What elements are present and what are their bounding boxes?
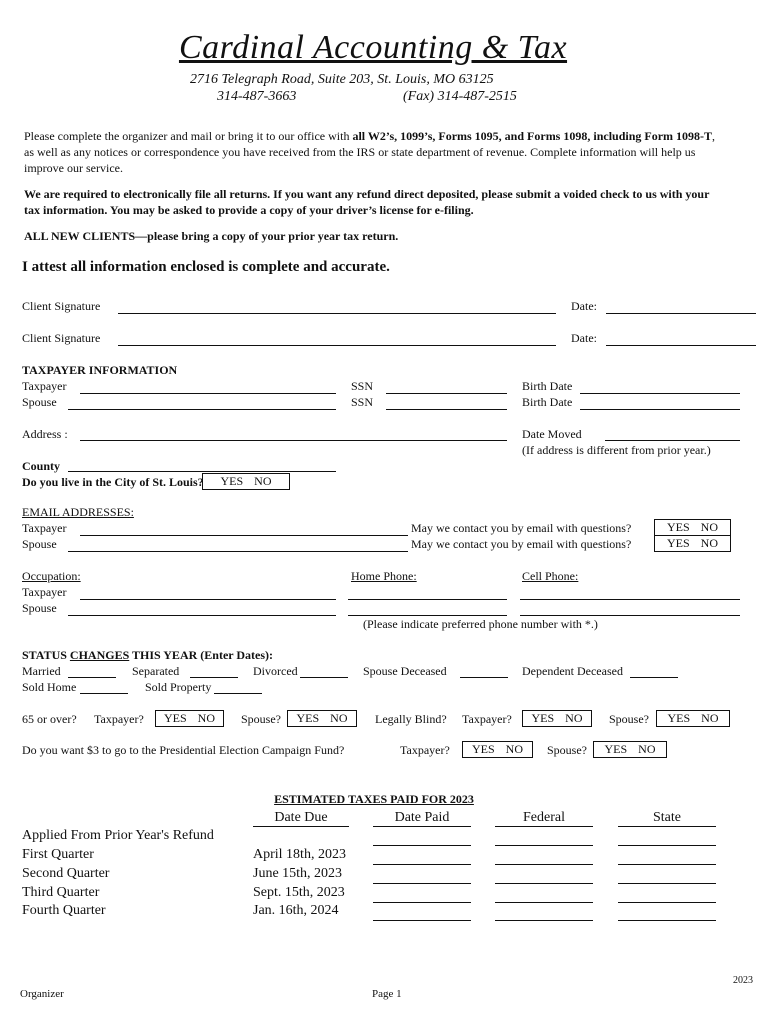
company-logo: Cardinal Accounting & Tax bbox=[178, 29, 568, 66]
footer-year: 2023 bbox=[733, 975, 753, 986]
col-underline bbox=[253, 826, 349, 827]
estimated-taxes-heading: ESTIMATED TAXES PAID FOR 2023 bbox=[274, 792, 474, 806]
col-date-paid: Date Paid bbox=[394, 810, 450, 825]
over65-spouse-yes-no-box[interactable]: YES NO bbox=[287, 710, 357, 727]
ssn-label: SSN bbox=[351, 395, 374, 409]
estimated-row-label: Second Quarter bbox=[22, 866, 110, 881]
status-text: STATUS bbox=[22, 648, 70, 662]
sold-property-date-field[interactable] bbox=[214, 693, 262, 694]
status-changes-heading bbox=[22, 648, 273, 662]
divorced-label: Divorced bbox=[253, 664, 298, 678]
spouse-home-phone-field[interactable] bbox=[348, 615, 507, 616]
spouse-question-label: Spouse? bbox=[547, 743, 587, 757]
taxpayer-question-label: Taxpayer? bbox=[94, 712, 144, 726]
sold-property-label: Sold Property bbox=[145, 680, 212, 694]
married-date-field[interactable] bbox=[68, 677, 116, 678]
intro-text-end: , as well as any notices or correspondence you have received from the IRS or state department of revenue. Complete information will help us improve our service. bbox=[24, 129, 716, 175]
sold-home-date-field[interactable] bbox=[80, 693, 128, 694]
city-question: Do you live in the City of St. Louis? bbox=[22, 475, 204, 489]
estimated-row-label: Applied From Prior Year's Refund bbox=[22, 828, 214, 843]
intro-text: Please complete the organizer and mail or bring it to our office with bbox=[24, 129, 353, 143]
estimated-federal-field[interactable] bbox=[495, 902, 593, 903]
legally-blind-label: Legally Blind? bbox=[375, 712, 447, 726]
estimated-row-due-date: Sept. 15th, 2023 bbox=[253, 885, 345, 900]
campaign-fund-question: Do you want $3 to go to the Presidential Election Campaign Fund? bbox=[22, 743, 345, 757]
taxpayer-ssn-field[interactable] bbox=[386, 393, 507, 394]
divorced-date-field[interactable] bbox=[300, 677, 348, 678]
married-label: Married bbox=[22, 664, 61, 678]
estimated-federal-field[interactable] bbox=[495, 864, 593, 865]
spouse-deceased-label: Spouse Deceased bbox=[363, 664, 447, 678]
date-moved-label: Date Moved bbox=[522, 427, 582, 441]
home-phone-heading: Home Phone: bbox=[351, 569, 417, 583]
taxpayer-name-field[interactable] bbox=[80, 393, 336, 394]
estimated-state-field[interactable] bbox=[618, 883, 716, 884]
col-state: State bbox=[653, 810, 681, 825]
efile-paragraph: We are required to electronically file all returns. If you want any refund direct deposited, please submit a voided check to us with your tax information. You may be asked to provide a copy of your driver’s license for e-filing. bbox=[24, 187, 710, 217]
estimated-row-due-date: April 18th, 2023 bbox=[253, 847, 346, 862]
estimated-row-due-date: Jan. 16th, 2024 bbox=[253, 903, 339, 918]
spouse-label: Spouse bbox=[22, 537, 57, 551]
client-signature-line-1[interactable] bbox=[118, 313, 556, 314]
client-signature-label: Client Signature bbox=[22, 331, 101, 345]
company-phone: 314-487-3663 bbox=[217, 89, 297, 104]
spouse-question-label: Spouse? bbox=[609, 712, 649, 726]
spouse-deceased-date-field[interactable] bbox=[460, 677, 508, 678]
taxpayer-birth-date-field[interactable] bbox=[580, 393, 740, 394]
estimated-federal-field[interactable] bbox=[495, 883, 593, 884]
client-signature-label: Client Signature bbox=[22, 299, 101, 313]
taxpayer-occupation-field[interactable] bbox=[80, 599, 336, 600]
client-signature-line-2[interactable] bbox=[118, 345, 556, 346]
taxpayer-cell-phone-field[interactable] bbox=[520, 599, 740, 600]
email-heading: EMAIL ADDRESSES: bbox=[22, 505, 134, 519]
taxpayer-question-label: Taxpayer? bbox=[462, 712, 512, 726]
estimated-row-label: Third Quarter bbox=[22, 885, 100, 900]
email-contact-question: May we contact you by email with questions? bbox=[411, 537, 632, 551]
estimated-state-field[interactable] bbox=[618, 920, 716, 921]
taxpayer-email-field[interactable] bbox=[80, 535, 408, 536]
taxpayer-info-heading: TAXPAYER INFORMATION bbox=[22, 363, 178, 377]
taxpayer-question-label: Taxpayer? bbox=[400, 743, 450, 757]
attest-statement: I attest all information enclosed is complete and accurate. bbox=[22, 259, 390, 275]
date-label: Date: bbox=[571, 331, 597, 345]
separated-label: Separated bbox=[132, 664, 180, 678]
address-label: Address : bbox=[22, 427, 68, 441]
estimated-date-paid-field[interactable] bbox=[373, 920, 471, 921]
cell-phone-heading: Cell Phone: bbox=[522, 569, 579, 583]
county-field[interactable] bbox=[68, 471, 336, 472]
col-underline bbox=[618, 826, 716, 827]
estimated-row-label: First Quarter bbox=[22, 847, 94, 862]
spouse-occupation-field[interactable] bbox=[68, 615, 336, 616]
campaign-spouse-yes-no-box[interactable]: YES NO bbox=[593, 741, 667, 758]
spouse-email-field[interactable] bbox=[68, 551, 408, 552]
intro-forms: all W2’s, 1099’s, Forms 1095, and Forms 1098, including Form 1098-T bbox=[352, 129, 713, 143]
footer-organizer: Organizer bbox=[20, 988, 64, 1000]
date-moved-note: (If address is different from prior year.) bbox=[522, 443, 711, 457]
company-address: 2716 Telegraph Road, Suite 203, St. Louis, MO 63125 bbox=[190, 72, 494, 87]
col-date-due: Date Due bbox=[274, 810, 328, 825]
col-underline bbox=[495, 826, 593, 827]
blind-taxpayer-yes-no-box[interactable]: YES NO bbox=[522, 710, 592, 727]
estimated-row-due-date: June 15th, 2023 bbox=[253, 866, 343, 881]
dependent-deceased-date-field[interactable] bbox=[630, 677, 678, 678]
separated-date-field[interactable] bbox=[190, 677, 238, 678]
email-contact-question: May we contact you by email with questions? bbox=[411, 521, 632, 535]
new-clients-note: ALL NEW CLIENTS—please bring a copy of your prior year tax return. bbox=[24, 229, 399, 243]
footer-page-number: Page 1 bbox=[372, 988, 402, 1000]
estimated-row-label: Fourth Quarter bbox=[22, 903, 106, 918]
signature-date-line-1[interactable] bbox=[606, 313, 756, 314]
col-underline bbox=[373, 826, 471, 827]
birth-date-label: Birth Date bbox=[522, 379, 573, 393]
over-65-label: 65 or over? bbox=[22, 712, 77, 726]
occupation-heading: Occupation: bbox=[22, 569, 81, 583]
address-field[interactable] bbox=[80, 440, 507, 441]
county-label: County bbox=[22, 459, 61, 473]
ssn-label: SSN bbox=[351, 379, 374, 393]
col-federal: Federal bbox=[523, 810, 565, 825]
estimated-date-paid-field[interactable] bbox=[373, 845, 471, 846]
estimated-state-field[interactable] bbox=[618, 864, 716, 865]
signature-date-line-2[interactable] bbox=[606, 345, 756, 346]
date-label: Date: bbox=[571, 299, 597, 313]
spouse-cell-phone-field[interactable] bbox=[520, 615, 740, 616]
status-text-end: THIS YEAR (Enter Dates): bbox=[129, 648, 274, 662]
estimated-federal-field[interactable] bbox=[495, 845, 593, 846]
taxpayer-label: Taxpayer bbox=[22, 521, 67, 535]
phone-preference-note: (Please indicate preferred phone number with *.) bbox=[363, 617, 598, 631]
status-changes-word: CHANGES bbox=[69, 648, 130, 662]
spouse-ssn-field[interactable] bbox=[386, 409, 507, 410]
intro-paragraph bbox=[24, 128, 724, 176]
dependent-deceased-label: Dependent Deceased bbox=[522, 664, 623, 678]
city-yes-no-box[interactable]: YES NO bbox=[202, 473, 290, 490]
estimated-federal-field[interactable] bbox=[495, 920, 593, 921]
estimated-date-paid-field[interactable] bbox=[373, 864, 471, 865]
estimated-state-field[interactable] bbox=[618, 845, 716, 846]
sold-home-label: Sold Home bbox=[22, 680, 77, 694]
spouse-email-yes-no-box[interactable]: YES NO bbox=[654, 535, 731, 552]
campaign-taxpayer-yes-no-box[interactable]: YES NO bbox=[462, 741, 533, 758]
blind-spouse-yes-no-box[interactable]: YES NO bbox=[656, 710, 730, 727]
taxpayer-email-yes-no-box[interactable]: YES NO bbox=[654, 519, 731, 536]
date-moved-field[interactable] bbox=[605, 440, 740, 441]
spouse-birth-date-field[interactable] bbox=[580, 409, 740, 410]
estimated-date-paid-field[interactable] bbox=[373, 902, 471, 903]
spouse-label: Spouse bbox=[22, 601, 57, 615]
taxpayer-label: Taxpayer bbox=[22, 379, 67, 393]
company-fax: (Fax) 314-487-2515 bbox=[403, 89, 517, 104]
spouse-question-label: Spouse? bbox=[241, 712, 281, 726]
birth-date-label: Birth Date bbox=[522, 395, 573, 409]
estimated-state-field[interactable] bbox=[618, 902, 716, 903]
taxpayer-home-phone-field[interactable] bbox=[348, 599, 507, 600]
spouse-label: Spouse bbox=[22, 395, 57, 409]
estimated-date-paid-field[interactable] bbox=[373, 883, 471, 884]
taxpayer-label: Taxpayer bbox=[22, 585, 67, 599]
spouse-name-field[interactable] bbox=[68, 409, 336, 410]
over65-taxpayer-yes-no-box[interactable]: YES NO bbox=[155, 710, 224, 727]
